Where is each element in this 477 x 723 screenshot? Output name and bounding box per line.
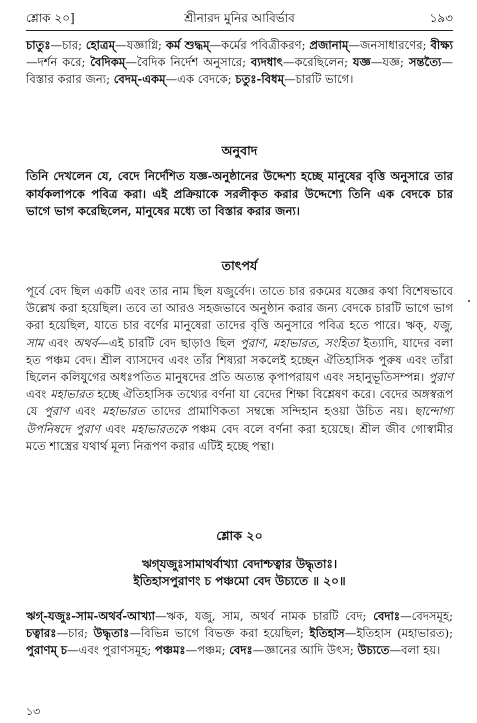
term: চাতুঃ — [26, 38, 51, 52]
text-run: হচ্ছে ঐতিহাসিক তথ্যের বর্ণনা যা বেদের শিক্ষা বিশ্লেষণ করে। বেদের অঙ্গস্বরূপ যে — [26, 387, 453, 419]
running-header — [26, 10, 453, 30]
text-run: —পঞ্চম; — [185, 643, 230, 658]
text-run: এবং — [43, 335, 74, 350]
purport-section — [26, 258, 453, 455]
emphasis: পুরাণ — [428, 370, 453, 385]
emphasis: সাম — [26, 335, 44, 350]
purport-text — [26, 283, 453, 455]
text-run: —এবং পুরাণসমূহ; — [67, 643, 155, 658]
synonyms-top-text — [26, 37, 453, 89]
text-run: —যজ্ঞ; — [370, 55, 409, 70]
term: বৈদিকম্ — [90, 55, 126, 70]
term: বেদঃ — [229, 643, 253, 658]
margin-speck — [468, 300, 470, 302]
text-run: —বিস্তার করার জন্য; — [26, 55, 453, 87]
text-run: —জনসাধারণের; — [348, 38, 431, 52]
synonyms-top — [26, 37, 453, 89]
text-run: , — [449, 318, 453, 333]
emphasis: যজু — [432, 318, 450, 333]
term: উদ্ধৃতাঃ — [93, 626, 130, 641]
text-run: —এই চারটি বেদ ছাড়াও ছিল — [97, 335, 240, 350]
translation-heading: অনুবাদ — [221, 143, 258, 158]
text-run: —চারটি ভাগে। — [284, 72, 354, 87]
header-chapter-title: শ্রীনারদ মুনির আবির্ভাব — [184, 11, 295, 25]
header-rule — [26, 30, 453, 31]
term: পুরাণম্ — [26, 643, 58, 658]
text-run: —করেছিলেন; — [282, 55, 353, 70]
verse-section — [26, 528, 453, 590]
term: কর্ম শুদ্ধম্ — [165, 38, 210, 52]
text-run: —ঋক, যজু, সাম, অথর্ব নামক চারটি বেদ; — [155, 609, 374, 623]
emphasis: পুরাণ — [43, 404, 69, 419]
verse-line-2: ইতিহাসপুরাণং চ পঞ্চমো বেদ উচ্যতে ॥ ২০॥ — [133, 574, 346, 588]
text-run: —বলা হয়। — [389, 643, 441, 658]
term: বেদাঃ — [373, 609, 401, 623]
synonyms-bottom-text — [26, 608, 453, 660]
emphasis: অথর্ব — [73, 335, 98, 350]
text-run: এবং — [26, 387, 51, 402]
term: পঞ্চমঃ — [154, 643, 186, 658]
emphasis: ছান্দোগ্য উপনিষদে পুরাণ — [26, 404, 453, 436]
term: ঋগ্-যজুঃ-সাম-অথর্ব-আখ্যা — [26, 609, 156, 623]
text-run: —এক বেদকে; — [165, 72, 236, 87]
term: বীক্ষ্য — [430, 38, 453, 52]
translation-section — [26, 143, 453, 221]
emphasis: মহাভারত — [102, 404, 146, 419]
text-run: —দর্শন করে; — [26, 55, 91, 70]
header-verse-ref: শ্লোক ২০] — [26, 11, 75, 25]
term: উচ্যতে — [357, 643, 390, 658]
term: চ — [60, 643, 68, 658]
text-run: —চার; — [56, 626, 94, 641]
emphasis: মহাভারতকে — [130, 421, 187, 436]
verse-line-1: ঋগ্‌যজুঃসামাথর্বাখ্যা বেদাশ্চত্বার উদ্ধৃতাঃ। — [141, 557, 338, 571]
term: বেদম্-একম্ — [113, 72, 166, 87]
term: প্রজানাম্ — [309, 38, 349, 52]
text-run: পঞ্চম বেদ বলে বর্ণনা করা হয়েছে। শ্রীল জীব গোস্বামীর মতে শাস্ত্রের যথার্থ মূল্য নিরূপণ করার এটিই হচ্ছে পন্থা। — [26, 421, 454, 453]
term: ইতিহাস — [309, 626, 345, 641]
term: যজ্ঞ — [352, 55, 371, 70]
purport-heading: তাৎপর্য — [221, 258, 258, 273]
text-run: —কর্মের পবিত্রীকরণ; — [209, 38, 310, 52]
text-run: —বৈদিক নির্দেশ অনুসারে; — [125, 55, 251, 70]
text-run: এবং — [68, 404, 103, 419]
term: ব্যদধাৎ — [250, 55, 283, 70]
text-run: —চার; — [50, 38, 86, 52]
text-run: পূর্বে বেদ ছিল একটি এবং তার নাম ছিল যজুর্বেদ। তাতে চার রকমের যজ্ঞের কথা বিশেষভাবে উল্লেখ করা হয়েছিল। তবে তা আরও সহজভাবে অনুষ্ঠান করার জন্য বেদকে চারটি ভাগে ভাগ করা হয়েছিল, যাতে চার বর্ণের মানুষেরা তাদের বৃত্তি অনুসারে পবিত্র হতে পারে। ঋক্, — [26, 284, 453, 333]
term: সন্তত্যৈ — [408, 55, 442, 70]
footer-signature-mark: ১৩ — [26, 705, 41, 718]
term: চতুঃ-বিধম্ — [235, 72, 285, 87]
text-run: —বেদসমূহ; — [400, 609, 453, 623]
text-run: —জ্ঞানের আদি উৎস; — [252, 643, 358, 658]
emphasis: মহাভারত — [50, 387, 94, 402]
translation-text: তিনি দেখলেন যে, বেদে নির্দেশিত যজ্ঞ-অনুষ্ঠানের উদ্দেশ্য হচ্ছে মানুষের বৃত্তি অনুসারে তার কার্যকলাপকে পবিত্র করা। এই প্রক্রিয়াকে সরলীকৃত করার উদ্দেশ্যে তিনি এক বেদকে চার ভাগে ভাগ করেছিলেন, মানুষের মধ্যে তা বিস্তার করার জন্য। — [26, 169, 453, 218]
text-run: —ইতিহাস (মহাভারত); — [344, 626, 453, 641]
header-page-number: ১৯৩ — [429, 11, 453, 25]
term: চত্বারঃ — [26, 626, 57, 641]
text-run: —যজ্ঞাগ্নি; — [115, 38, 166, 52]
text-run: এবং — [100, 421, 131, 436]
term: হোত্রম্ — [85, 38, 116, 52]
text-run: —বিভিন্ন ভাগে বিভক্ত করা হয়েছিল; — [129, 626, 310, 641]
synonyms-bottom — [26, 608, 453, 660]
text-run: তাদের প্রামাণিকতা সম্বন্ধে সন্দিহান হওয়া উচিত নয়। — [145, 404, 415, 419]
verse-title: শ্লোক ২০ — [216, 528, 263, 543]
emphasis: পুরাণ, মহাভারত, সংহিতা — [239, 335, 359, 350]
text-run: ইত্যাদি, যাদের বলা হত পঞ্চম বেদ। শ্রীল ব্যাসদেব এবং তাঁর শিষ্যরা সকলেই হচ্ছেন ঐতিহাসিক পুরুষ এবং তাঁরা ছিলেন কলিযুগের অধঃপতিত মানুষদের প্রতি অত্যন্ত কৃপাপরায়ণ এবং সহানুভূতিসম্পন্ন। — [26, 335, 454, 385]
